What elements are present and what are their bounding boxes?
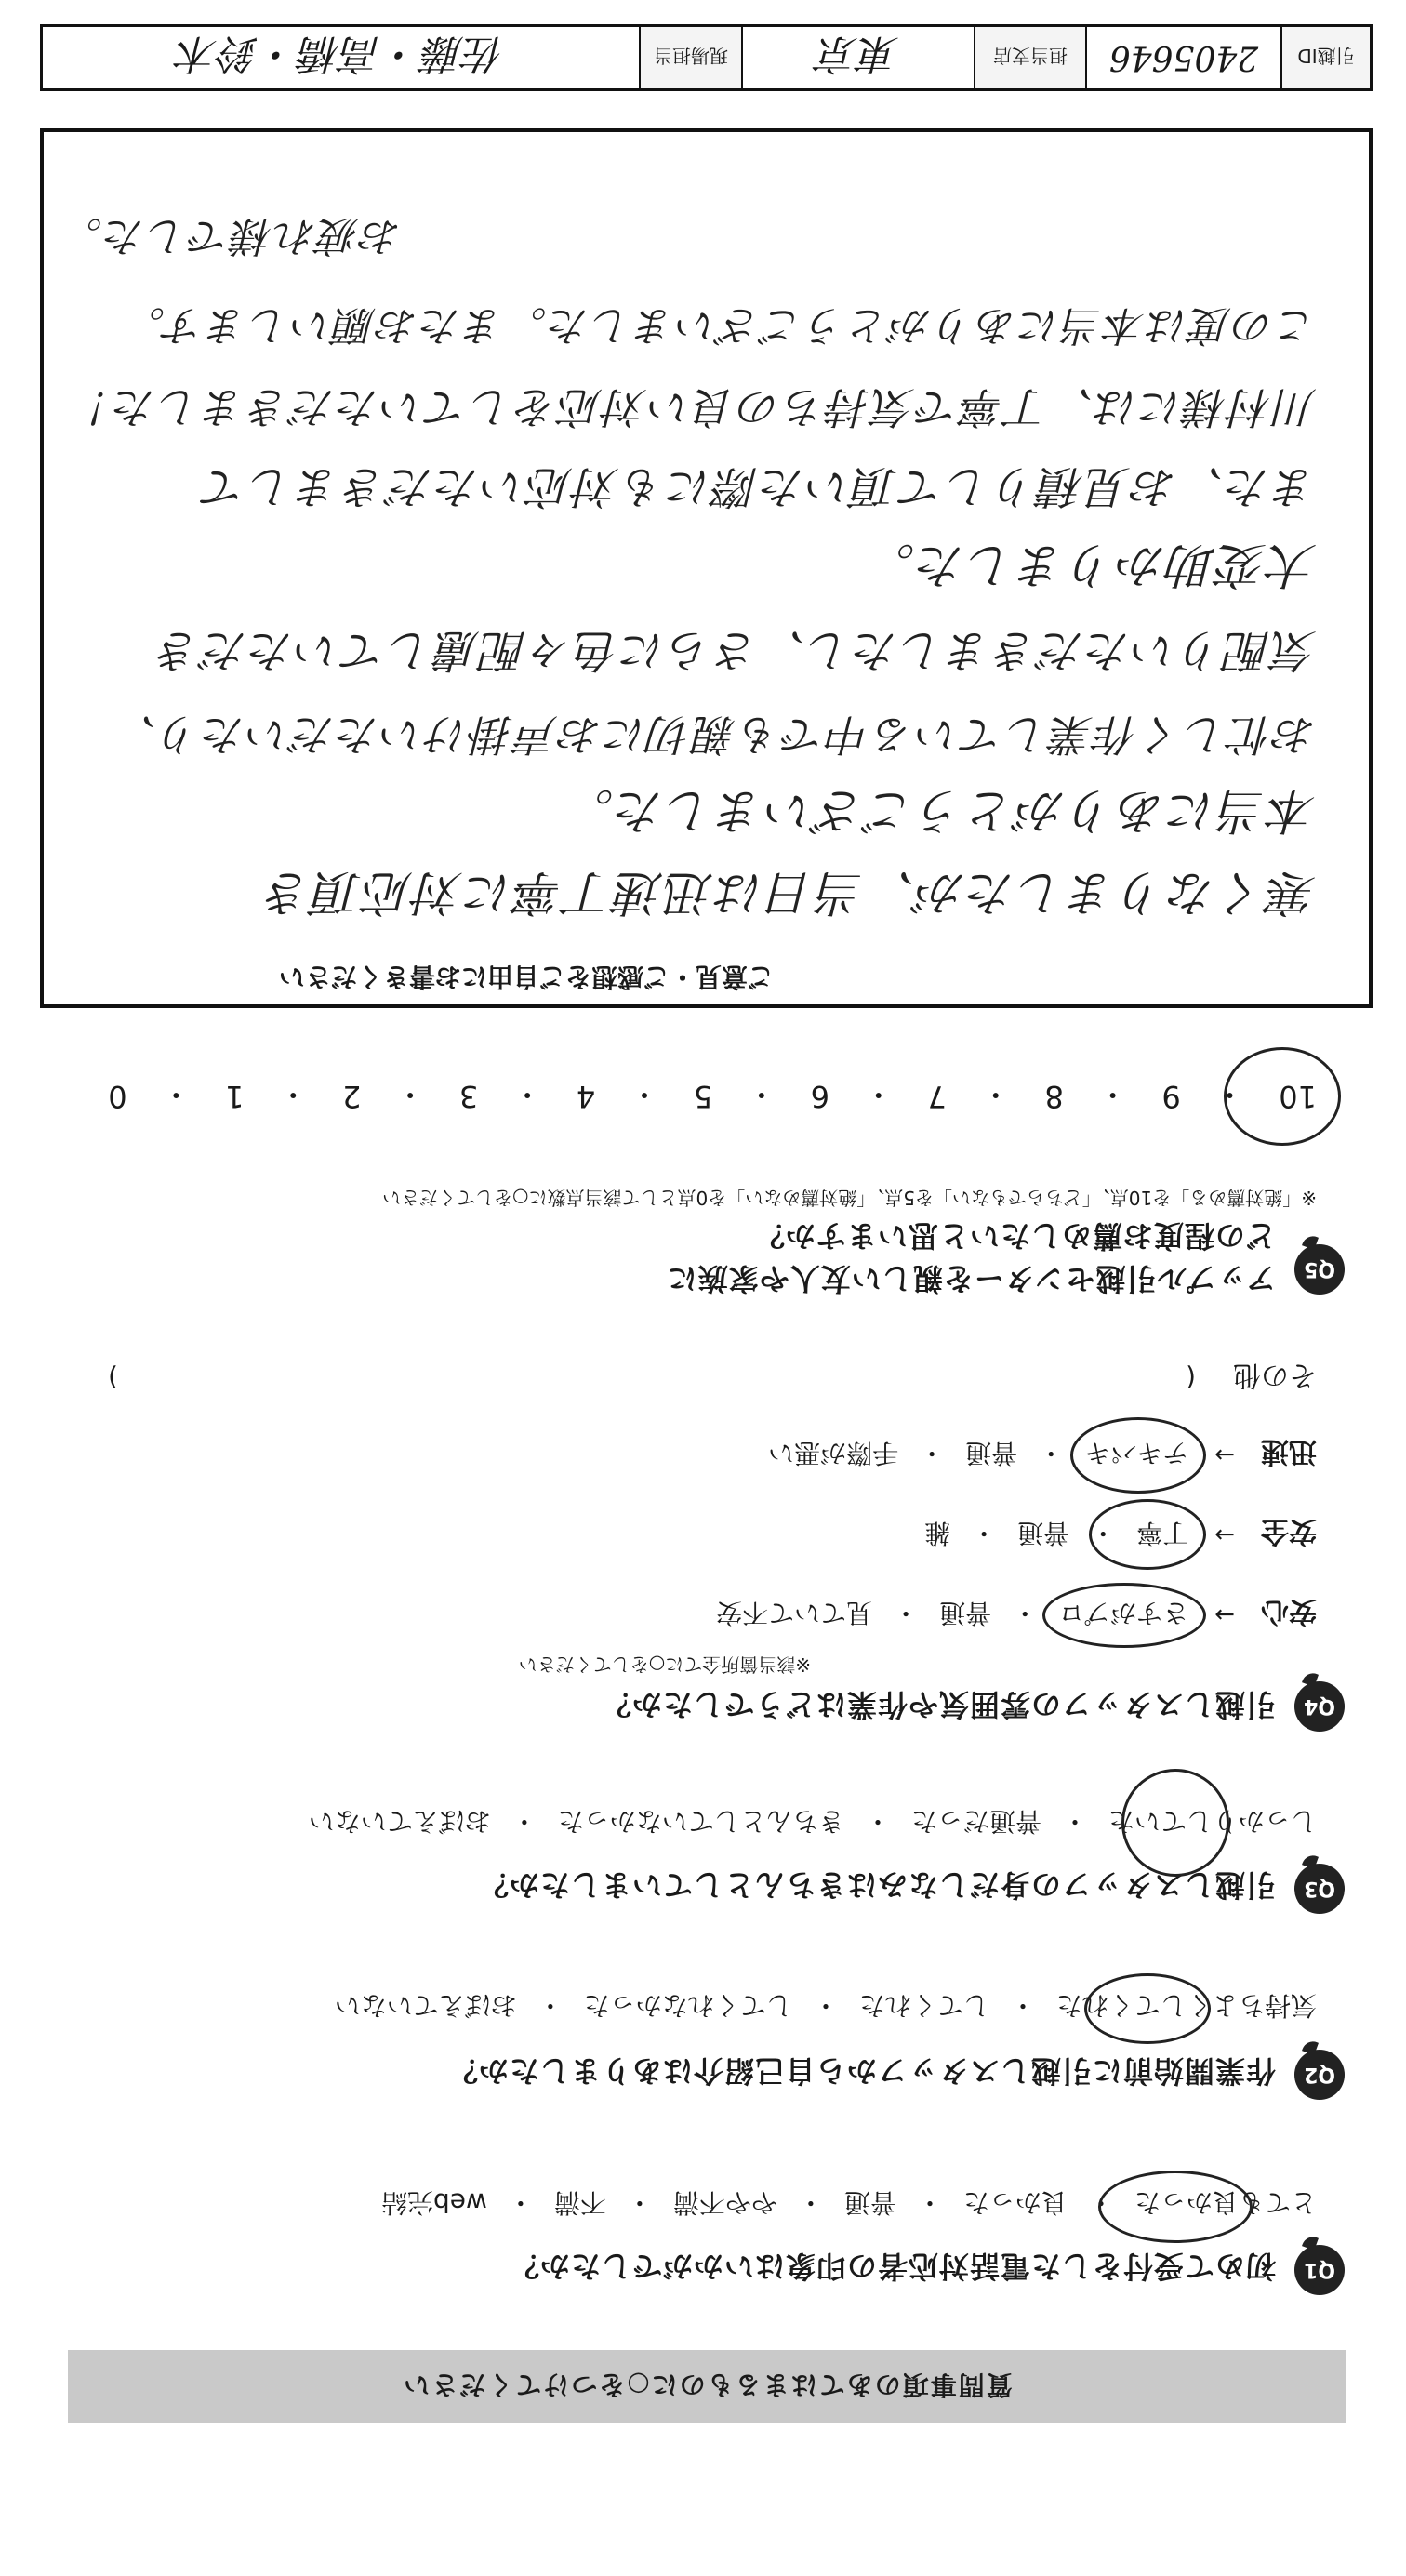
branch-value: 東京 [741, 27, 974, 88]
comment-line-3: お忙しく作業している中でも親切にお声掛けいただいたり、 [112, 710, 1317, 760]
q4-badge: Q4 [1294, 1681, 1345, 1732]
q5-score-4[interactable]: 4 [576, 1079, 596, 1114]
q1-option-2[interactable]: 普通 [843, 2187, 896, 2218]
q4-anzen-option-0[interactable]: 丁寧 [1136, 1518, 1189, 1548]
staff-value: 佐藤・高橋・鈴木 [177, 30, 505, 77]
q5-score-7[interactable]: 7 [927, 1079, 947, 1114]
q5-score-10[interactable]: 10 [1279, 1079, 1317, 1114]
q3-options: しっかりしていた ・ 普通だった ・ きちんとしていなかった ・ おぼえていない [309, 1804, 1317, 1841]
branch-label: 担当支店 [974, 27, 1085, 88]
q4-other-open: ( [1186, 1362, 1196, 1394]
staff-label: 現場担当 [639, 27, 741, 88]
comment-line-9: お疲れ様でした。 [60, 212, 402, 259]
q4-note: ※該当箇所全てに○をしてください [518, 1653, 811, 1676]
q4-anshin-option-2[interactable]: 見ていて不安 [716, 1598, 873, 1628]
q1-question: 初めて受付をした電話対応者の印象はいかがでしたか？ [508, 2249, 1276, 2284]
q4-row-label: 安全 [1261, 1515, 1317, 1547]
q2-options: 気持ちよくしてくれた ・ してくれた ・ してくれなかった ・ おぼえていない [335, 1988, 1317, 2025]
q1-option-3[interactable]: やや不満 [672, 2187, 777, 2218]
q4-other-label: その他 [1233, 1359, 1317, 1391]
q3-badge: Q3 [1294, 1864, 1345, 1914]
instruction-bar [68, 2350, 1346, 2423]
q5-score-9[interactable]: 9 [1161, 1079, 1181, 1114]
q4-anshin-option-0[interactable]: さすがプロ [1058, 1598, 1189, 1628]
q1-badge: Q1 [1294, 2245, 1345, 2295]
comment-line-7: 川村様には、丁寧で気持ちの良い対応をしていただきました！ [67, 382, 1317, 432]
q4-row-label: 迅速 [1261, 1435, 1317, 1467]
q4-other-row [108, 1358, 1317, 1399]
q3-option-1[interactable]: 普通だった [910, 1806, 1041, 1837]
move-id-value: 2405646 [1085, 27, 1280, 88]
comment-line-6: また、お見積りして頂いた際にも対応いただきまして [200, 460, 1317, 512]
q5-score-5[interactable]: 5 [693, 1079, 713, 1114]
q1-option-4[interactable]: 不満 [553, 2187, 606, 2218]
arrow-right-icon: → [1214, 1600, 1235, 1628]
q5-score-2[interactable]: 2 [342, 1079, 362, 1114]
q5-score-3[interactable]: 3 [458, 1079, 479, 1114]
q5-score-8[interactable]: 8 [1044, 1079, 1064, 1114]
comment-line-2: 本当にありがとうございました。 [563, 782, 1317, 838]
q1-options: とても良かった ・ 良かった ・ 普通 ・ やや不満 ・ 不満 ・ web完結 [381, 2185, 1317, 2223]
q5-score-0[interactable]: 0 [108, 1079, 127, 1114]
q4-anzen-option-1[interactable]: 普通 [1017, 1518, 1070, 1548]
q4-jinsoku-option-1[interactable]: 普通 [965, 1438, 1018, 1468]
q2-option-3[interactable]: おぼえていない [334, 1990, 517, 2021]
q3-option-2[interactable]: きちんとしていなかった [557, 1806, 844, 1837]
comment-line-8: この度は本当にありがとうございました。またお願いします。 [122, 301, 1317, 349]
q3-option-0[interactable]: しっかりしていた [1108, 1806, 1317, 1837]
q5-score-1[interactable]: 1 [225, 1079, 245, 1114]
q5-score-6[interactable]: 6 [810, 1079, 830, 1114]
comment-line-4: 気配りいただきましたし、さらに色々配慮していただき [153, 624, 1317, 676]
q4-jinsoku-option-0[interactable]: テキパキ [1084, 1438, 1189, 1468]
staff-info-table [40, 24, 1373, 91]
q1-option-0[interactable]: とても良かった [1134, 2187, 1317, 2218]
q4-anshin-option-1[interactable]: 普通 [939, 1598, 992, 1628]
arrow-right-icon: → [1214, 1520, 1235, 1548]
q4-row-jinsoku: 迅速 → テキパキ ・ 普通 ・ 手際が悪い [768, 1434, 1317, 1475]
q5-question-line2: どの程度お薦めしたいと思いますか？ [753, 1218, 1276, 1254]
q2-option-1[interactable]: してくれた [858, 1990, 989, 2021]
q5-scale: 10 ・ 9 ・ 8 ・ 7 ・ 6 ・ 5 ・ 4 ・ 3 ・ 2 ・ 1 ・ 0 [108, 1077, 1317, 1114]
comment-line-1: 寒くなりましたが、当日は迅速丁寧に対応頂き [261, 864, 1317, 920]
q5-badge: Q5 [1294, 1244, 1345, 1295]
comments-box[interactable] [40, 128, 1373, 1008]
q2-option-0[interactable]: 気持ちよくしてくれた [1055, 1990, 1317, 2021]
q1-option-5[interactable]: web完結 [380, 2187, 487, 2218]
q4-anzen-option-2[interactable]: 雑 [924, 1518, 951, 1548]
q4-row-anzen: 安全 → 丁寧 ・ 普通 ・ 雑 [924, 1514, 1317, 1555]
q5-question-line1: アップル引越センターを親しい友人や家族に [666, 1261, 1276, 1296]
comments-title: ご意見・ご感想をご自由にお書きください [278, 962, 774, 992]
q4-row-anshin: 安心 → さすがプロ ・ 普通 ・ 見ていて不安 [716, 1594, 1317, 1635]
q5-note: ※「絶対薦める」を10点、「どちらでもない」を5点、「絶対薦めない」を0点として該当点数に○をしてください [382, 1187, 1317, 1209]
q2-badge: Q2 [1294, 2050, 1345, 2100]
comment-line-5: 大変助かりました。 [864, 537, 1317, 592]
q2-question: 作業開始前に引越しスタッフから自己紹介はありましたか？ [446, 2053, 1276, 2089]
q4-row-label: 安心 [1261, 1595, 1317, 1627]
arrow-right-icon: → [1214, 1441, 1235, 1468]
q3-question: 引越しスタッフの身だしなみはきちんとしていましたか？ [477, 1867, 1276, 1903]
instruction-text: 質問事項のあてはまるものに○をつけてください [402, 2370, 1013, 2400]
move-id-label: 引越ID [1280, 27, 1370, 88]
q4-jinsoku-option-2[interactable]: 手際が悪い [768, 1438, 899, 1468]
q1-option-1[interactable]: 良かった [962, 2187, 1068, 2218]
q3-option-3[interactable]: おぼえていない [308, 1806, 491, 1837]
q4-question: 引越しスタッフの雰囲気や作業はどうでしたか？ [600, 1687, 1276, 1722]
q4-other-close: ) [108, 1362, 118, 1394]
q2-option-2[interactable]: してくれなかった [583, 1990, 792, 2021]
